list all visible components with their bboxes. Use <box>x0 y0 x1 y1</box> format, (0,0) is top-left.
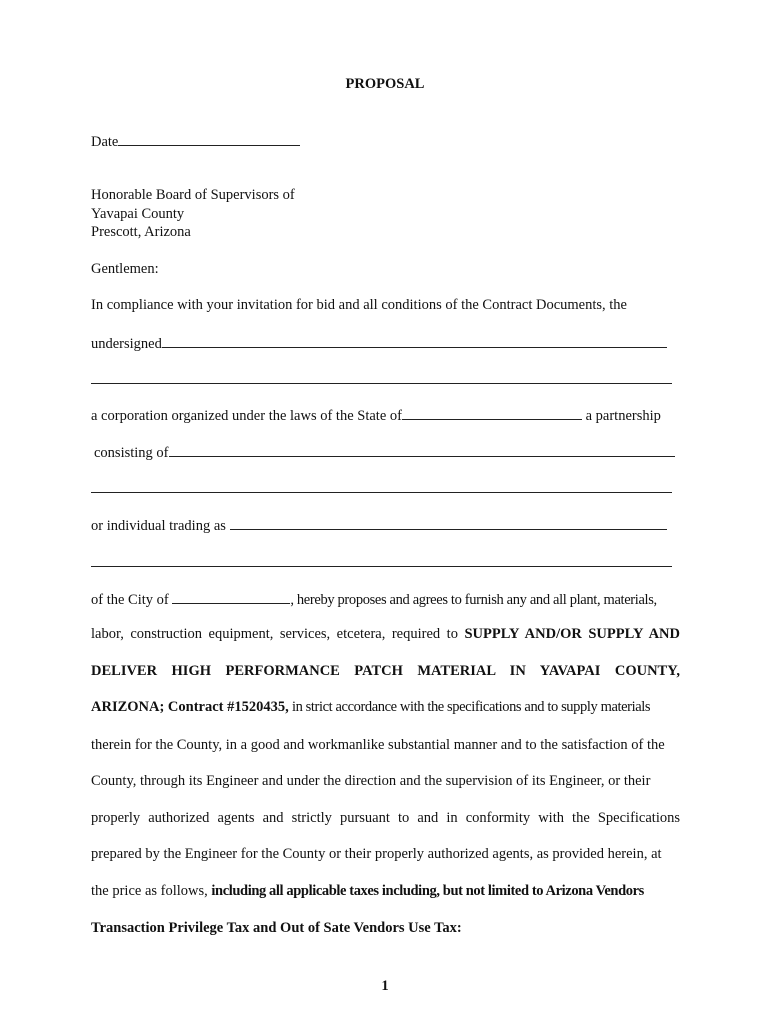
body-line-8-plain: the price as follows, <box>91 883 212 899</box>
date-line <box>91 132 300 151</box>
body-line-3 <box>91 699 650 716</box>
body-line-2: DELIVER HIGH PERFORMANCE PATCH MATERIAL IN YAVAPAI COUNTY, <box>91 663 680 679</box>
addressee-line-3: Prescott, Arizona <box>91 224 191 240</box>
city-after-text: , hereby proposes and agrees to furnish any and all plant, materials, <box>290 592 657 608</box>
body-line-5: County, through its Engineer and under the direction and the supervision of its Engineer, or their <box>91 773 651 789</box>
individual-label: or individual trading as <box>91 518 226 534</box>
corporation-label: a corporation organized under the laws of the State of <box>91 408 402 424</box>
consisting-field[interactable] <box>169 443 675 457</box>
date-label: Date <box>91 134 119 150</box>
addressee-line-1: Honorable Board of Supervisors of <box>91 187 295 203</box>
body-line-4: therein for the County, in a good and workmanlike substantial manner and to the satisfaction of the <box>91 737 665 753</box>
body-line-1 <box>91 626 680 643</box>
consisting-line <box>94 443 675 462</box>
individual-line <box>91 516 667 535</box>
addressee-line-2: Yavapai County <box>91 205 185 222</box>
body-line-8-bold: including all applicable taxes including, but not limited to Arizona Vendors <box>211 883 644 899</box>
undersigned-line <box>91 334 667 353</box>
intro-text: In compliance with your invitation for bid and all conditions of the Contract Documents, the <box>91 297 627 313</box>
city-label: of the City of <box>91 592 169 608</box>
corporation-line <box>91 406 661 425</box>
date-field[interactable] <box>118 132 300 146</box>
salutation: Gentlemen: <box>91 261 159 277</box>
document-title: PROPOSAL <box>345 76 425 92</box>
state-field[interactable] <box>402 406 582 420</box>
addressee-block <box>91 186 295 242</box>
body-line-1-bold: SUPPLY AND/OR SUPPLY AND <box>464 626 681 642</box>
city-field[interactable] <box>172 590 290 604</box>
undersigned-continuation-field[interactable] <box>91 383 672 384</box>
page-number: 1 <box>381 978 389 994</box>
body-line-3-plain: in strict accordance with the specifications and to supply materials <box>288 699 651 715</box>
undersigned-label: undersigned <box>91 336 162 352</box>
consisting-continuation-field[interactable] <box>91 492 672 493</box>
undersigned-field[interactable] <box>162 334 667 348</box>
body-line-6: properly authorized agents and strictly pursuant to and in conformity with the Specifications <box>91 810 680 826</box>
body-line-3-bold: ARIZONA; Contract #1520435, <box>91 699 289 715</box>
city-line <box>91 590 657 609</box>
partnership-label: a partnership <box>585 408 661 424</box>
consisting-label: consisting of <box>94 445 169 461</box>
body-line-1-plain: labor, construction equipment, services, etcetera, required to <box>91 626 465 642</box>
individual-field[interactable] <box>230 516 667 530</box>
individual-continuation-field[interactable] <box>91 566 672 567</box>
body-line-7: prepared by the Engineer for the County or their properly authorized agents, as provided herein, at <box>91 846 662 862</box>
body-line-8 <box>91 883 644 900</box>
body-line-9: Transaction Privilege Tax and Out of Sate Vendors Use Tax: <box>91 920 462 936</box>
